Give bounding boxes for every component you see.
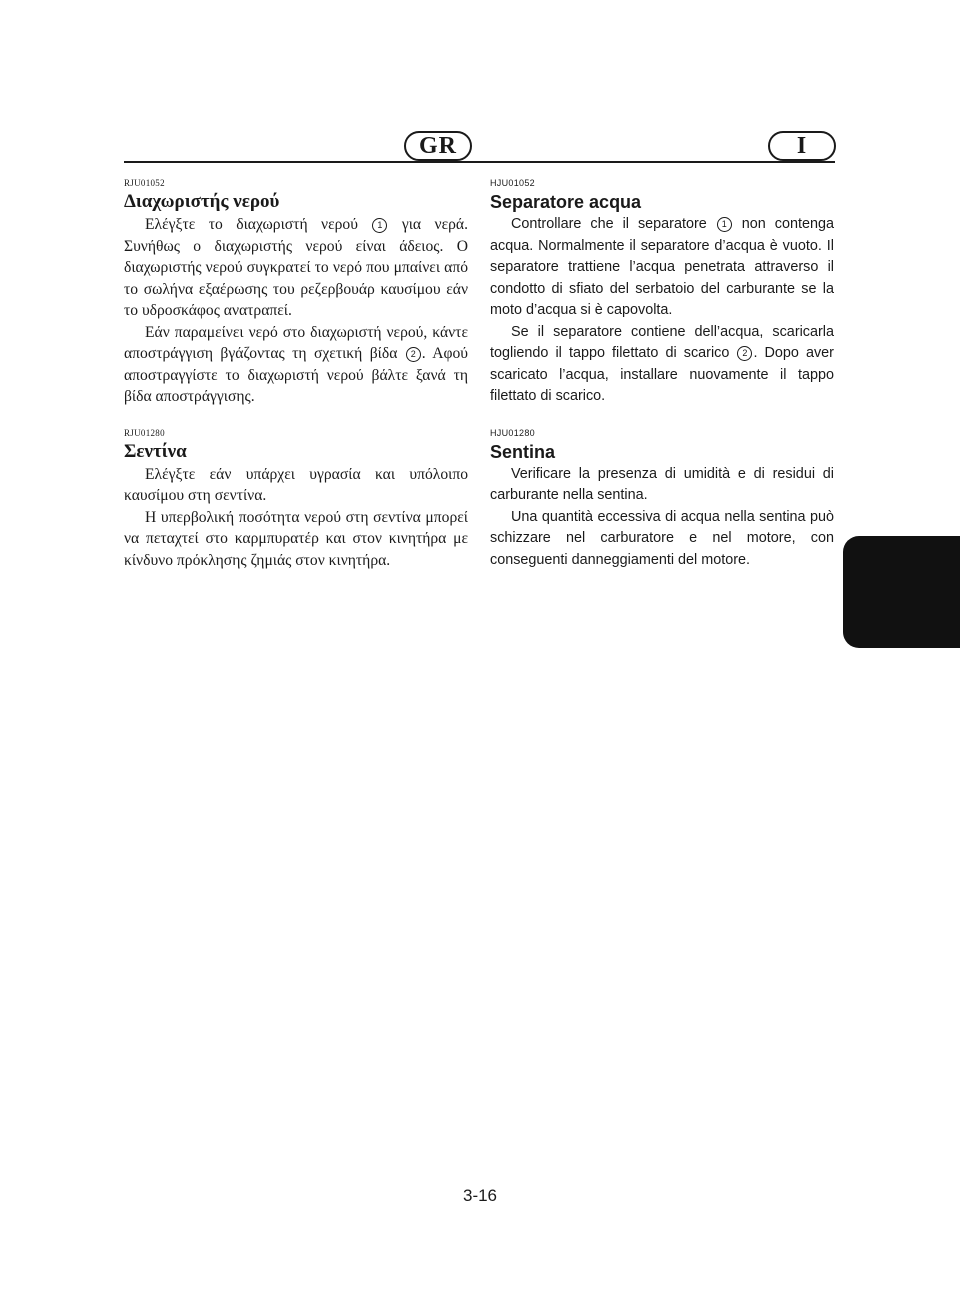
- section-water-separator-it: [490, 178, 834, 408]
- section-title: Sentina: [490, 441, 556, 462]
- header-rule: [124, 161, 835, 163]
- paragraph: Ελέγξτε το διαχωριστή νερού 1 για νερά. Συνήθως ο διαχωριστής νερού είναι άδειος. Ο διαχωριστής νερού συγκρατεί το νερό που μπαίνει από το σωλήνα εξαέρωσης του ρεζερβουάρ καυσίμου εάν το υδροσκάφος ανατραπεί.: [124, 216, 468, 319]
- greek-column: [124, 178, 468, 571]
- language-badge-italian: I: [768, 131, 836, 161]
- section-title: Separatore acqua: [490, 192, 642, 212]
- section-code: HJU01280: [490, 427, 535, 438]
- callout-number: 1: [717, 217, 732, 232]
- paragraph: Εάν παραμείνει νερό στο διαχωριστή νερού, κάντε αποστράγγιση βγάζοντας τη σχετική βίδα 2 . Αφού αποστραγγίστε το διαχωριστή νερού βάλτε ξανά τη βίδα αποστράγγισης.: [124, 323, 469, 405]
- paragraph: Controllare che il separatore 1 non contenga acqua. Normalmente il separatore d’acqua è vuoto. Il separatore trattiene l’acqua penetrata attraverso il condotto di sfiato del serbatoio del carburante se la moto d’acqua si è capovolta.: [490, 216, 834, 318]
- callout-number: 1: [372, 218, 387, 233]
- section-bilge-gr: [124, 428, 468, 572]
- page-number: 3-16: [462, 1186, 498, 1205]
- section-title: Σεντίνα: [124, 440, 187, 462]
- section-code: RJU01280: [124, 427, 165, 438]
- paragraph: Η υπερβολική ποσότητα νερού στη σεντίνα μπορεί να πεταχτεί στο καρμπυρατέρ και στον κινητήρα με κίνδυνο πρόκλησης ζημιάς στον κινητήρα.: [124, 508, 468, 569]
- callout-number: 2: [406, 347, 421, 362]
- section-code: HJU01052: [490, 178, 535, 188]
- section-bilge-it: [490, 428, 834, 572]
- language-badge-greek: GR: [404, 131, 472, 161]
- paragraph: Verificare la presenza di umidità e di residui di carburante nella sentina.: [490, 465, 834, 503]
- paragraph: Se il separatore contiene dell’acqua, scaricarla togliendo il tappo filettato di scarico 2 . Dopo aver scaricato l’acqua, installare nuovamente il tappo filettato di scarico.: [490, 323, 834, 404]
- paragraph: Ελέγξτε εάν υπάρχει υγρασία και υπόλοιπο καυσίμου στη σεντίνα.: [124, 465, 468, 504]
- paragraph: Una quantità eccessiva di acqua nella sentina può schizzare nel carburatore e nel motore, con conseguenti danneggiamenti del motore.: [490, 508, 834, 568]
- callout-number: 2: [737, 346, 752, 361]
- section-water-separator-gr: [124, 178, 468, 408]
- section-code: RJU01052: [124, 178, 165, 188]
- section-title: Διαχωριστής νερού: [124, 191, 280, 212]
- italian-column: [490, 178, 834, 571]
- section-thumb-tab: [843, 536, 960, 648]
